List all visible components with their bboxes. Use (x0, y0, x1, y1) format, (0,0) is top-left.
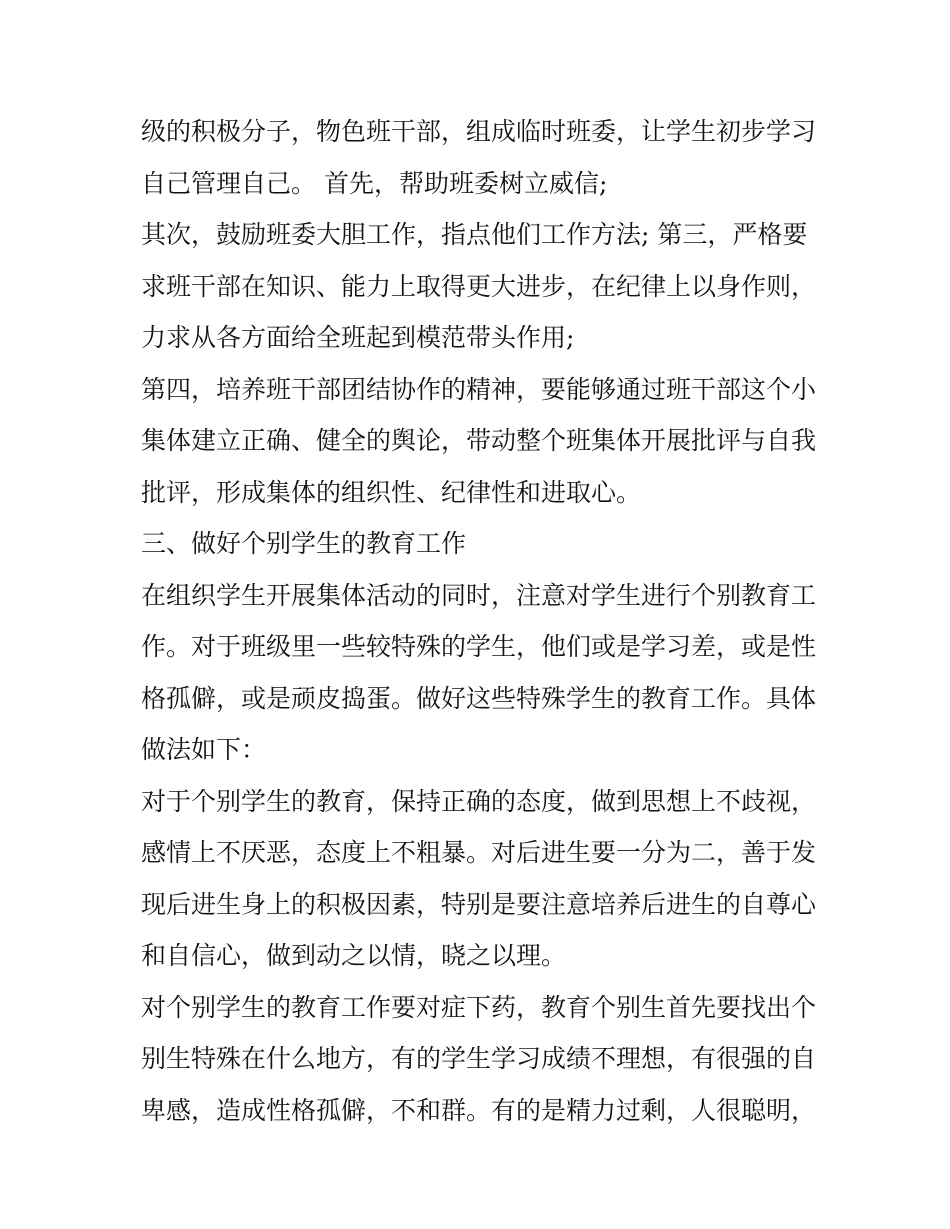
text-line: 力求从各方面给全班起到模范带头作用; (141, 323, 575, 352)
section-heading: 三、做好个别学生的教育工作 (141, 529, 467, 558)
text-line: 其次，鼓励班委大胆工作，指点他们工作方法; 第三，严格要 (141, 220, 808, 249)
text-line: 别生特殊在什么地方，有的学生学习成绩不理想，有很强的自 (141, 1044, 817, 1073)
text-line: 自己管理自己。 首先，帮助班委树立威信; (141, 168, 608, 198)
text-line: 第四，培养班干部团结协作的精神，要能够通过班干部这个小 (141, 374, 817, 404)
text-line: 对于个别学生的教育，保持正确的态度，做到思想上不歧视， (141, 786, 817, 816)
text-line: 在组织学生开展集体活动的同时，注意对学生进行个别教育工 (141, 580, 817, 610)
text-line: 格孤僻，或是顽皮捣蛋。做好这些特殊学生的教育工作。具体 (141, 683, 817, 713)
text-line: 级的积极分子，物色班干部，组成临时班委，让学生初步学习 (141, 117, 817, 146)
text-line: 求班干部在知识、能力上取得更大进步，在纪律上以身作则， (141, 271, 817, 301)
text-line: 批评，形成集体的组织性、纪律性和进取心。 (141, 477, 642, 507)
text-line: 现后进生身上的积极因素，特别是要注意培养后进生的自尊心 (141, 889, 817, 919)
text-line: 卑感，造成性格孤僻，不和群。有的是精力过剩，人很聪明， (141, 1095, 817, 1125)
document-body (141, 106, 821, 1136)
text-line: 和自信心，做到动之以情，晓之以理。 (141, 941, 567, 970)
text-line: 作。对于班级里一些较特殊的学生，他们或是学习差，或是性 (141, 632, 817, 661)
text-line: 感情上不厌恶，态度上不粗暴。对后进生要一分为二，善于发 (141, 838, 817, 867)
text-line: 集体建立正确、健全的舆论，带动整个班集体开展批评与自我 (141, 426, 817, 455)
text-line: 对个别学生的教育工作要对症下药，教育个别生首先要找出个 (141, 992, 817, 1022)
text-line: 做法如下： (141, 735, 267, 764)
